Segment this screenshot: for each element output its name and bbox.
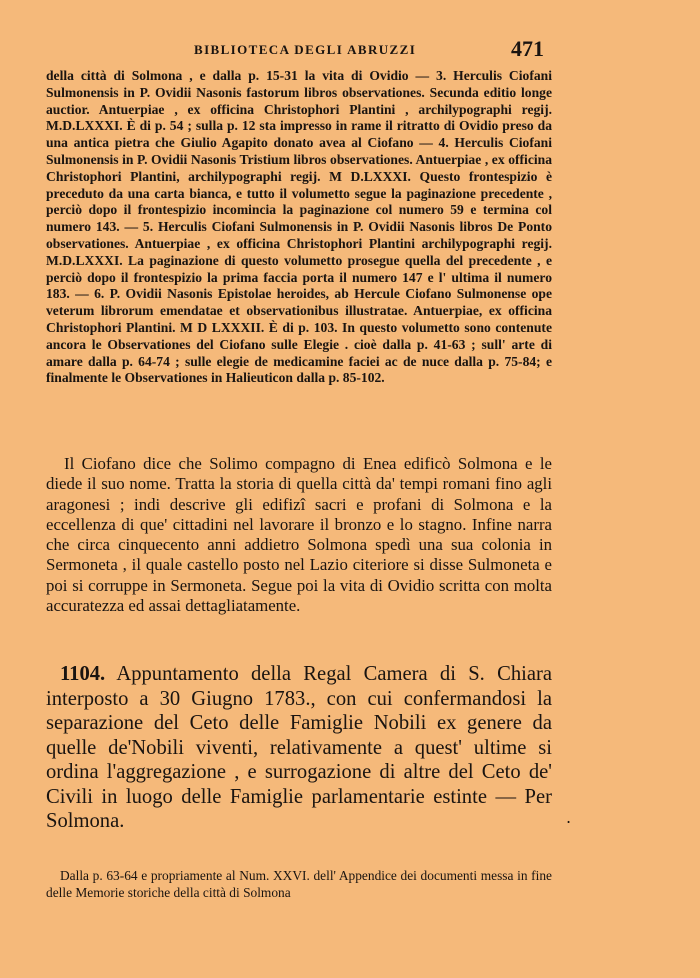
- page-header: [150, 36, 544, 66]
- running-head: BIBLIOTECA DEGLI ABRUZZI: [194, 42, 417, 57]
- entry-note: Dalla p. 63-64 e propriamente al Num. XXVI. dell' Appendice dei documenti messa in fine delle Memorie storiche della città di Solmona: [46, 868, 552, 900]
- entry-number: 1104.: [60, 663, 106, 685]
- entry-title: Appuntamento della Regal Camera di S. Chiara interposto a 30 Giugno 1783., con cui confermandosi la separazione del Ceto delle Famiglie Nobili ex genere da quelle de'Nobili viventi, relativamente a quest' ultime si ordina l'aggregazione , e surrogazione di altre del Ceto de' Civili in luogo delle Famiglie parlamentarie estinte — Per Solmona.: [46, 663, 552, 832]
- catalog-entry: [46, 662, 552, 834]
- bibliography-paragraph: della città di Solmona , e dalla p. 15-31 la vita di Ovidio — 3. Herculis Ciofani Sulmonensis in P. Ovidii Nasonis fastorum libros observationes. Secunda editio longe auctior. Antuerpiae , ex officina Christophori Plantini , archilypographi regij. M.D.LXXXI. È di p. 54 ; sulla p. 12 sta impresso in rame il ritratto di Ovidio preso da una antica pietra che Giulio Agapito donato avea al Ciofano — 4. Herculis Ciofani Sulmonensis in P. Ovidii Nasonis Tristium libros observationes. Antuerpiae , ex officina Christophori Plantini, archilypographi regij. M D.LXXXI. Questo frontespizio è preceduto da una carta bianca, e tutto il volumetto segue la paginazione precedente , perciò dopo il frontespizio incomincia la paginazione col numero 59 e termina col numero 143. — 5. Herculis Ciofani Sulmonensis in P. Ovidii Nasonis libros De Ponto observationes. Antuerpiae , ex officina Christophori Plantini archilypographi regij. M.D.LXXXI. La paginazione di questo volumetto prosegue quella del precedente , e perciò dopo il frontespizio la prima faccia porta il numero 147 e l' ultima il numero 183. — 6. P. Ovidii Nasonis Epistolae heroides, ab Hercule Ciofano Sulmonense ope veterum librorum emendatae et observationibus illustratae. Antuerpiae, ex officina Christophori Plantini. M D LXXXII. È di p. 103. In questo volumetto sono contenute ancora le Observationes del Ciofano sulle Elegie . cioè dalla p. 41-63 ; sull' arte di amare dalla p. 64-74 ; sulle elegie de medicamine faciei ac de nuce dalla p. 75-84; e finalmente le Observationes in Halieuticon dalla p. 85-102.: [46, 68, 552, 386]
- page-number: 471: [511, 36, 544, 61]
- stray-mark: .: [566, 808, 572, 827]
- description-paragraph: Il Ciofano dice che Solimo compagno di Enea edificò Solmona e le diede il suo nome. Tratta la storia di quella città da' tempi romani fino agli aragonesi ; indi descrive gli edifizî sacri e profani di Solmona e la eccellenza di que' cittadini nel lavorare il bronzo e lo stagno. Infine narra che circa cinquecento anni addietro Solmona spedì una sua colonia in Sermoneta , il quale castello posto nel Lazio citeriore si disse Sulmoneta e poi si corruppe in Sermoneta. Segue poi la vita di Ovidio scritta con molta accuratezza ed assai dettagliatamente.: [46, 454, 552, 616]
